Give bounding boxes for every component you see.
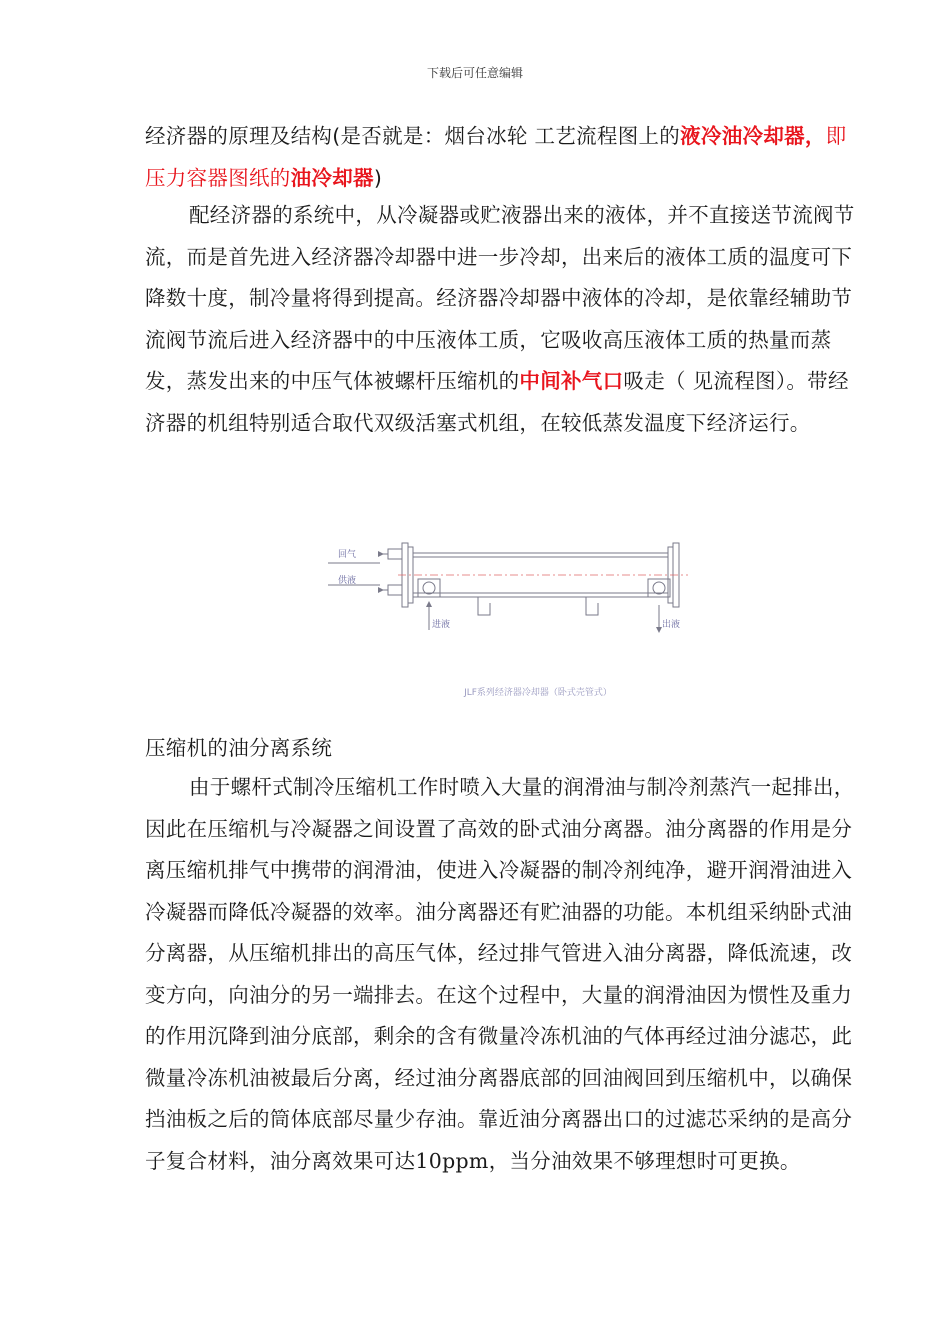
inlet-nozzle-circle xyxy=(423,582,435,594)
support-leg-right xyxy=(586,597,598,615)
page-header: 下载后可任意编辑 xyxy=(426,66,523,80)
separation-value: 10ppm xyxy=(415,1148,489,1173)
title-text-red: 即压力容器图纸的 xyxy=(145,124,847,190)
label-supply-liquid: 供液 xyxy=(338,576,357,586)
title-text: 经济器的原理及结构(是否就是：烟台冰轮 工艺流程图上的 xyxy=(145,124,681,148)
label-liquid-out: 出液 xyxy=(662,620,681,630)
paragraph-economizer xyxy=(145,195,863,444)
outlet-nozzle-circle xyxy=(653,582,665,594)
paragraph-oil-separator xyxy=(145,767,863,1182)
section-title-economizer xyxy=(145,116,863,199)
economizer-diagram xyxy=(318,535,708,705)
paragraph-text-end: 吸走（ 见流程图）。带经济器的机组特别适合取代双级活塞式机组，在较低蒸发温度下经济运行。 xyxy=(145,369,849,435)
support-leg-left xyxy=(478,597,490,615)
paragraph-text-end: ，当分油效果不够理想时可更换。 xyxy=(488,1148,801,1173)
title-highlight-2: 油冷却器 xyxy=(290,165,374,190)
section-title-oil-separator: 压缩机的油分离系统 xyxy=(145,736,333,760)
paragraph-text: 配经济器的系统中，从冷凝器或贮液器出来的液体，并不直接送节流阀节流，而是首先进入经济器冷却器中进一步冷却，出来后的液体工质的温度可下降数十度，制冷量将得到提高。经济器冷却器中液体的冷却，是依靠经辅助节流阀节流后进入经济器中的中压液体工质，它吸收高压液体工质的热量而蒸发，蒸发出来的中压气体被螺杆压缩机的 xyxy=(145,203,855,393)
paragraph-highlight: 中间补气口 xyxy=(519,369,624,393)
figure-caption: JLF系列经济器冷却器（卧式壳管式） xyxy=(464,688,612,698)
title-close-paren: ) xyxy=(373,165,383,190)
title-highlight-1: 液冷油冷却器， xyxy=(680,124,826,148)
paragraph-text: 由于螺杆式制冷压缩机工作时喷入大量的润滑油与制冷剂蒸汽一起排出，因此在压缩机与冷凝器之间设置了高效的卧式油分离器。油分离器的作用是分离压缩机排气中携带的润滑油，使进入冷凝器的制冷剂纯净，避开润滑油进入冷凝器而降低冷凝器的效率。油分离器还有贮油器的功能。本机组采纳卧式油分离器，从压缩机排出的高压气体，经过排气管进入油分离器，降低流速，改变方向，向油分的另一端排去。在这个过程中，大量的润滑油因为惯性及重力的作用沉降到油分底部，剩余的含有微量冷冻机油的气体再经过油分滤芯，此微量冷冻机油被最后分离，经过油分离器底部的回油阀回到压缩机中，以确保挡油板之后的筒体底部尽量少存油。靠近油分离器出口的过滤芯采纳的是高分子复合材料，油分离效果可达 xyxy=(145,775,855,1173)
gas-port xyxy=(388,549,402,559)
label-liquid-in: 进液 xyxy=(432,620,451,630)
label-return-gas: 回气 xyxy=(338,550,357,560)
liquid-port xyxy=(388,585,402,595)
